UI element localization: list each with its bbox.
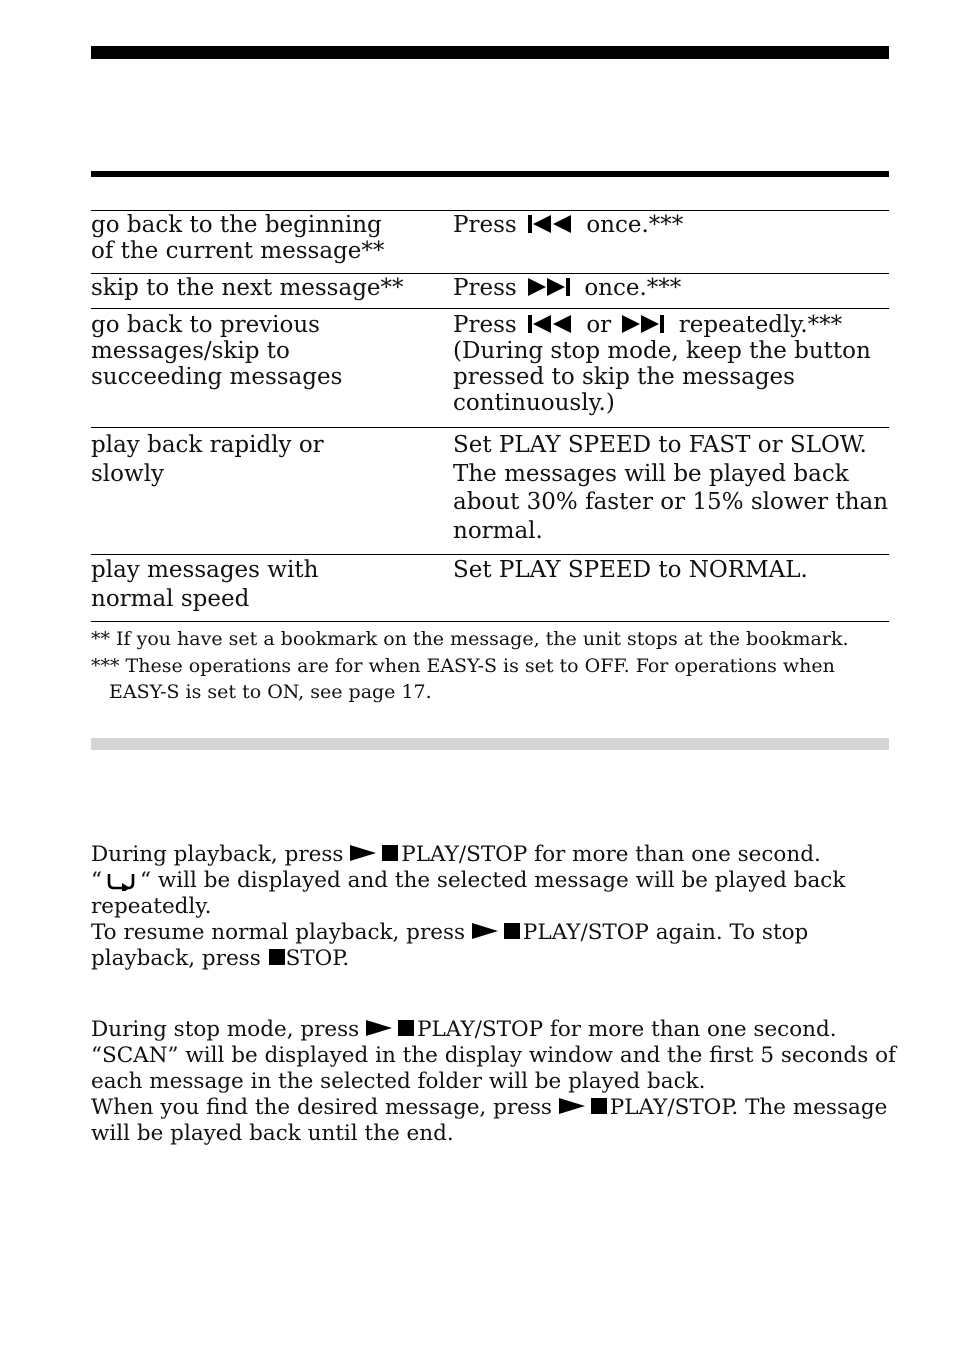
procedure-text: Set PLAY SPEED to NORMAL.: [453, 557, 808, 583]
paragraph-text: will be played back until the end.: [91, 1121, 454, 1146]
footnote-text: EASY-S is set to ON, see page 17.: [109, 681, 432, 703]
procedure-cell: [453, 211, 889, 274]
procedure-text: pressed to skip the messages: [453, 364, 795, 390]
footnote-easy-s: [91, 653, 891, 705]
table-row: [91, 274, 889, 309]
operation-text: of the current message**: [91, 238, 385, 264]
table-row: [91, 211, 889, 274]
play-stop-icon: [350, 844, 400, 862]
paragraph-text: When you find the desired message, press: [91, 1095, 559, 1120]
footnote-text: *** These operations are for when EASY-S is set to OFF. For operations when: [91, 655, 835, 677]
paragraph-text: “SCAN” will be displayed in the display window and the first 5 seconds of: [91, 1043, 896, 1068]
procedure-text: (During stop mode, keep the button: [453, 338, 871, 364]
next-track-icon: [527, 277, 573, 297]
table-row: [91, 555, 889, 622]
procedure-cell: [453, 274, 889, 309]
play-stop-icon: [472, 922, 522, 940]
repeat-icon: [106, 871, 136, 891]
paragraph-text: PLAY/STOP again. To stop: [522, 920, 809, 945]
repeat-playback-paragraph: [91, 842, 891, 972]
paragraph-line: [91, 1095, 891, 1121]
paragraph-line: [91, 946, 891, 972]
operation-text: go back to previous: [91, 312, 320, 338]
procedure-text: about 30% faster or 15% slower than: [453, 489, 889, 515]
operation-text: go back to the beginning: [91, 212, 382, 238]
paragraph-line: [91, 842, 891, 868]
previous-track-icon: [527, 314, 575, 334]
stop-icon: [268, 948, 286, 966]
procedure-text: or: [586, 312, 612, 338]
paragraph-text: PLAY/STOP for more than one second.: [417, 1017, 837, 1042]
operation-cell: [91, 211, 453, 274]
section-rule: [91, 171, 889, 177]
procedure-cell: [453, 309, 889, 428]
procedure-text: Set PLAY SPEED to FAST or SLOW.: [453, 432, 867, 458]
play-stop-icon: [366, 1019, 416, 1037]
operation-text: skip to the next message**: [91, 275, 404, 301]
procedure-cell: [453, 555, 889, 622]
operation-text: play back rapidly or: [91, 432, 324, 458]
table-row: [91, 428, 889, 555]
operation-cell: [91, 274, 453, 309]
paragraph-text: During playback, press: [91, 842, 351, 867]
paragraph-text: PLAY/STOP for more than one second.: [401, 842, 821, 867]
paragraph-text: repeatedly.: [91, 894, 212, 919]
previous-track-icon: [527, 214, 575, 234]
table-row: [91, 309, 889, 428]
procedure-cell: [453, 428, 889, 555]
operations-table: [91, 210, 889, 622]
paragraph-text: playback, press: [91, 946, 268, 971]
procedure-text: normal.: [453, 517, 543, 544]
operation-text: succeeding messages: [91, 364, 343, 390]
paragraph-text: To resume normal playback, press: [91, 920, 472, 945]
paragraph-text: “ will be displayed and the selected message will be played back: [140, 868, 846, 893]
procedure-text: Press: [453, 275, 517, 301]
paragraph-line: [91, 868, 891, 894]
scan-playback-paragraph: [91, 1017, 896, 1147]
paragraph-text: During stop mode, press: [91, 1017, 367, 1042]
paragraph-text: each message in the selected folder will be played back.: [91, 1069, 706, 1094]
procedure-text: once.***: [586, 212, 684, 238]
header-rule: [91, 46, 889, 59]
procedure-text: continuously.): [453, 390, 615, 416]
operation-text: messages/skip to: [91, 338, 290, 364]
operation-cell: [91, 555, 453, 622]
play-stop-icon: [559, 1097, 609, 1115]
operation-cell: [91, 428, 453, 555]
footnote-bookmark: ** If you have set a bookmark on the message, the unit stops at the bookmark.: [91, 628, 849, 650]
procedure-text: The messages will be played back: [453, 460, 849, 487]
paragraph-text: “: [91, 868, 102, 893]
section-divider: [91, 738, 889, 750]
next-track-icon: [621, 314, 667, 334]
operation-cell: [91, 309, 453, 428]
paragraph-text: STOP.: [285, 946, 350, 971]
operation-text: slowly: [91, 460, 165, 487]
operation-text: normal speed: [91, 586, 250, 612]
procedure-text: Press: [453, 312, 517, 338]
operation-text: play messages with: [91, 557, 319, 583]
paragraph-line: [91, 920, 891, 946]
paragraph-line: [91, 1017, 891, 1043]
procedure-text: once.***: [584, 275, 682, 301]
procedure-line: [453, 312, 889, 338]
procedure-text: Press: [453, 212, 517, 238]
procedure-text: repeatedly.***: [678, 312, 843, 338]
paragraph-text: PLAY/STOP. The message: [609, 1095, 888, 1120]
